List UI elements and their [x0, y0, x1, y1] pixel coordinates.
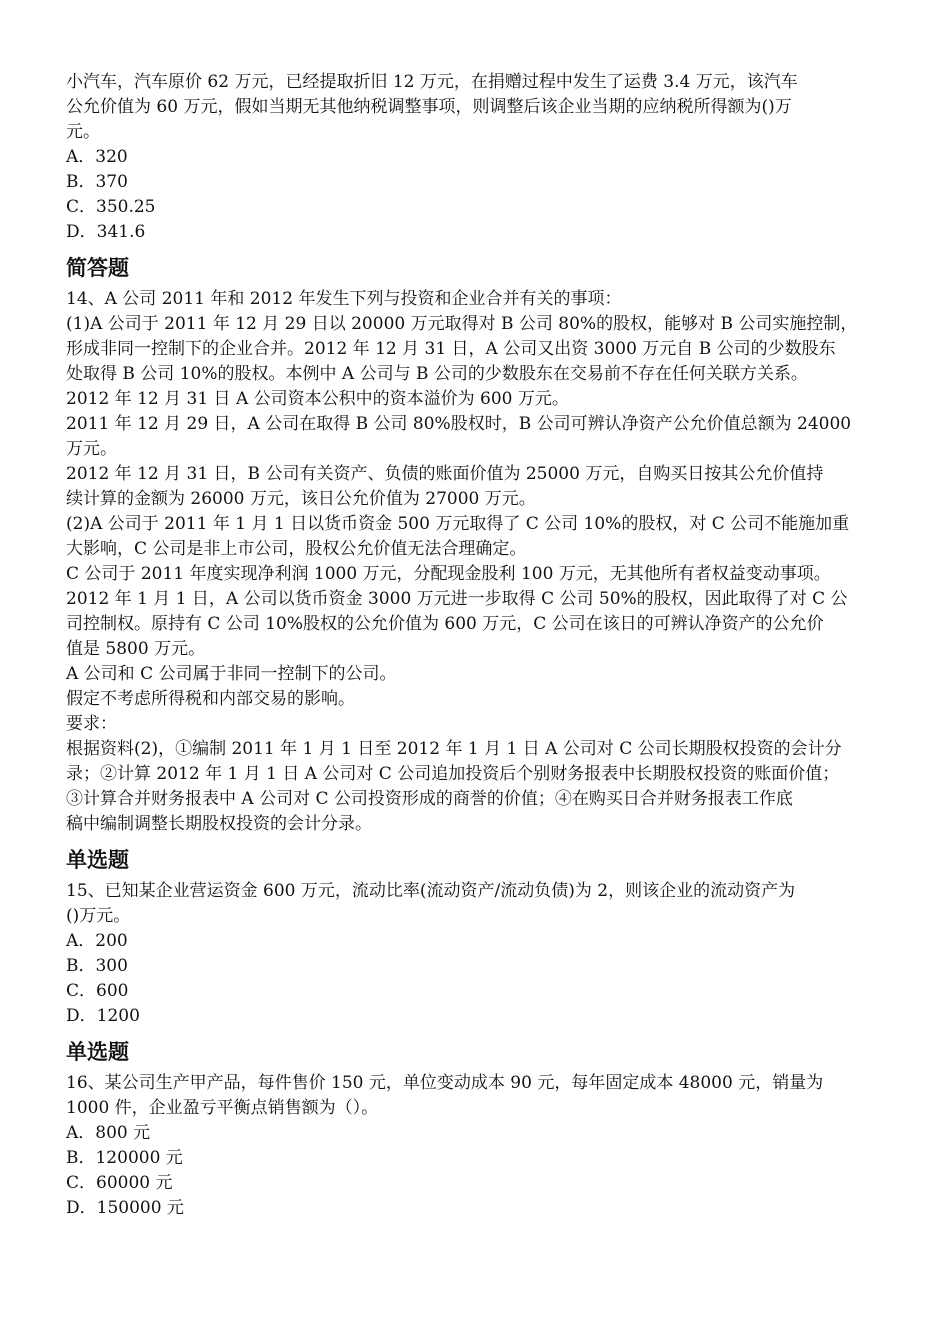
question-text-line: C 公司于 2011 年度实现净利润 1000 万元，分配现金股利 100 万元，无其他所有者权益变动事项。: [66, 564, 831, 584]
question-text-line: 稿中编制调整长期股权投资的会计分录。: [66, 814, 372, 834]
section-heading-single-choice: 单选题: [66, 848, 129, 872]
question-text-line: 公允价值为 60 万元，假如当期无其他纳税调整事项，则调整后该企业当期的应纳税所得额为()万: [66, 97, 792, 117]
question-text-line: 根据资料(2)，①编制 2011 年 1 月 1 日至 2012 年 1 月 1 日 A 公司对 C 公司长期股权投资的会计分: [66, 739, 842, 759]
question-text-line: (1)A 公司于 2011 年 12 月 29 日以 20000 万元取得对 B 公司 80%的股权，能够对 B 公司实施控制，: [66, 314, 858, 334]
question-13-stem: [66, 70, 896, 145]
question-text-line: A 公司和 C 公司属于非同一控制下的公司。: [66, 664, 397, 684]
option-b: B．120000 元: [66, 1148, 183, 1168]
question-text-line: (2)A 公司于 2011 年 1 月 1 日以货币资金 500 万元取得了 C 公司 10%的股权，对 C 公司不能施加重: [66, 514, 850, 534]
option-a: A．320: [66, 147, 128, 167]
question-text-line: ③计算合并财务报表中 A 公司对 C 公司投资形成的商誉的价值；④在购买日合并财务报表工作底: [66, 789, 793, 809]
option-c: C．350.25: [66, 197, 156, 217]
question-text-line: 2012 年 12 月 31 日，B 公司有关资产、负债的账面价值为 25000 万元，自购买日按其公允价值持: [66, 464, 824, 484]
question-text-line: 2012 年 1 月 1 日，A 公司以货币资金 3000 万元进一步取得 C 公司 50%的股权，因此取得了对 C 公: [66, 589, 848, 609]
option-c: C．600: [66, 981, 129, 1001]
question-15-stem: [66, 879, 896, 929]
question-text-line: 要求：: [66, 714, 117, 734]
question-text-line: 14、A 公司 2011 年和 2012 年发生下列与投资和企业合并有关的事项：: [66, 289, 622, 309]
question-text-line: 形成非同一控制下的企业合并。2012 年 12 月 31 日，A 公司又出资 3000 万元自 B 公司的少数股东: [66, 339, 836, 359]
question-text-line: 小汽车，汽车原价 62 万元，已经提取折旧 12 万元，在捐赠过程中发生了运费 3.4 万元，该汽车: [66, 72, 798, 92]
question-text-line: 16、某公司生产甲产品，每件售价 150 元，单位变动成本 90 元，每年固定成本 48000 元，销量为: [66, 1073, 824, 1093]
option-b: B．370: [66, 172, 128, 192]
option-a: A．800 元: [66, 1123, 151, 1143]
question-text-line: 元。: [66, 122, 100, 142]
section-heading-single-choice: 单选题: [66, 1040, 129, 1064]
section-heading-short-answer: 简答题: [66, 256, 129, 280]
question-text-line: 续计算的金额为 26000 万元，该日公允价值为 27000 万元。: [66, 489, 536, 509]
question-13-options: [66, 145, 896, 245]
question-text-line: 15、已知某企业营运资金 600 万元，流动比率(流动资产/流动负债)为 2，则该企业的流动资产为: [66, 881, 796, 901]
question-text-line: ()万元。: [66, 906, 131, 926]
question-text-line: 录；②计算 2012 年 1 月 1 日 A 公司对 C 公司追加投资后个别财务报表中长期股权投资的账面价值；: [66, 764, 840, 784]
option-d: D．341.6: [66, 222, 146, 242]
option-c: C．60000 元: [66, 1173, 173, 1193]
question-text-line: 大影响，C 公司是非上市公司，股权公允价值无法合理确定。: [66, 539, 527, 559]
question-text-line: 值是 5800 万元。: [66, 639, 206, 659]
question-14-body: [66, 287, 896, 837]
option-b: B．300: [66, 956, 128, 976]
option-a: A．200: [66, 931, 128, 951]
question-text-line: 处取得 B 公司 10%的股权。本例中 A 公司与 B 公司的少数股东在交易前不存在任何关联方关系。: [66, 364, 808, 384]
question-16-options: [66, 1121, 896, 1221]
option-d: D．1200: [66, 1006, 140, 1026]
question-text-line: 2012 年 12 月 31 日 A 公司资本公积中的资本溢价为 600 万元。: [66, 389, 569, 409]
question-15-options: [66, 929, 896, 1029]
question-text-line: 1000 件，企业盈亏平衡点销售额为（）。: [66, 1098, 379, 1118]
question-text-line: 万元。: [66, 439, 117, 459]
question-text-line: 2011 年 12 月 29 日，A 公司在取得 B 公司 80%股权时，B 公司可辨认净资产公允价值总额为 24000: [66, 414, 852, 434]
option-d: D．150000 元: [66, 1198, 184, 1218]
document-page: [66, 70, 896, 1221]
question-text-line: 司控制权。原持有 C 公司 10%股权的公允价值为 600 万元，C 公司在该日的可辨认净资产的公允价: [66, 614, 824, 634]
question-16-stem: [66, 1071, 896, 1121]
question-text-line: 假定不考虑所得税和内部交易的影响。: [66, 689, 355, 709]
